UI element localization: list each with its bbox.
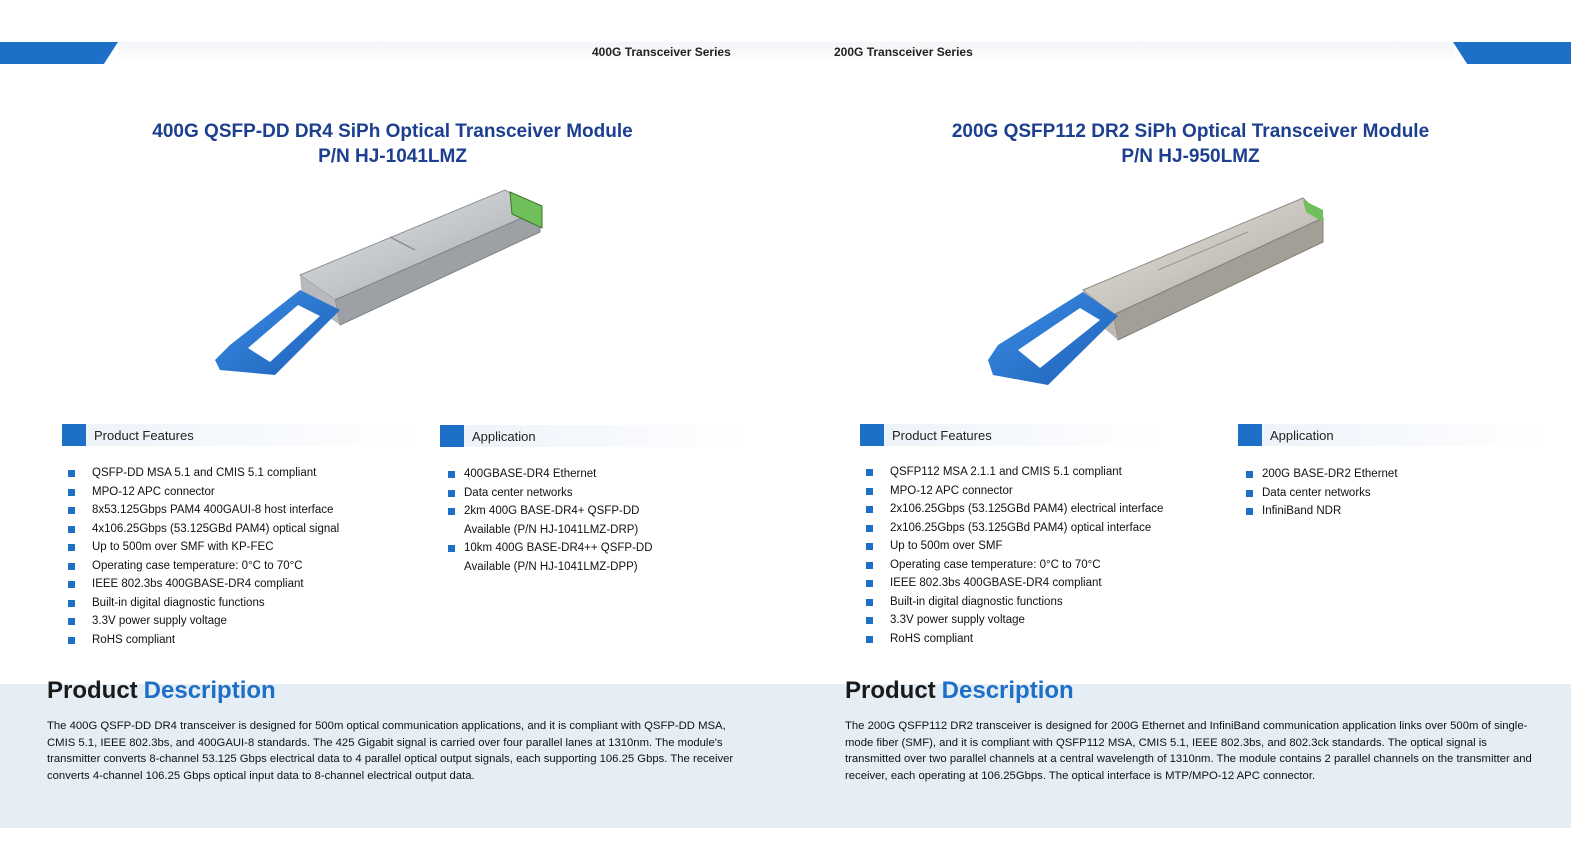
heading-marker [860, 424, 884, 446]
list-item: QSFP-DD MSA 5.1 and CMIS 5.1 compliant [68, 464, 339, 483]
description-text: The 200G QSFP112 DR2 transceiver is designed for 200G Ethernet and InfiniBand communication application links over 500m of single-mode fiber (SMF), and it is compliant with QSFP112 MSA, CMIS 5.1, IEEE 802.3bs, and 802.3ck standards. The optical signal is transmitted over two parallel channels at a central wavelength of 1310nm. The module contains 2 parallel channels on the transmitter and receiver, each operating at 106.25Gbps. The optical interface is MTP/MPO-12 APC connector. [845, 720, 1532, 782]
description-text: The 400G QSFP-DD DR4 transceiver is designed for 500m optical communication applications, and it is compliant with QSFP-DD MSA, CMIS 5.1, IEEE 802.3bs, and 400GAUI-8 standards. The 425 Gigabit signal is carried over four parallel lanes at 1310nm. The module's transmitter converts 8-channel 53.125 Gbps electrical data to 4 parallel optical output signals, each supporting 106.25 Gbps. The receiver converts 4-channel 106.25 Gbps optical input data to 8-channel electrical output data. [47, 720, 734, 782]
qsfp112-module-image [988, 180, 1368, 400]
list-item: Up to 500m over SMF with KP-FEC [68, 538, 339, 557]
list-item: Data center networks [1246, 484, 1398, 503]
heading-marker [440, 425, 464, 447]
product-features-heading: Product Features [860, 424, 1164, 446]
list-item: Built-in digital diagnostic functions [866, 593, 1163, 612]
heading-marker [1238, 424, 1262, 446]
list-item: Up to 500m over SMF [866, 537, 1163, 556]
list-item: IEEE 802.3bs 400GBASE-DR4 compliant [866, 574, 1163, 593]
list-item: RoHS compliant [68, 631, 339, 650]
heading-marker [62, 424, 86, 446]
features-list [866, 463, 1163, 648]
list-item: InfiniBand NDR [1246, 502, 1398, 521]
list-item: 200G BASE-DR2 Ethernet [1246, 465, 1398, 484]
list-item: IEEE 802.3bs 400GBASE-DR4 compliant [68, 575, 339, 594]
list-item: QSFP112 MSA 2.1.1 and CMIS 5.1 compliant [866, 463, 1163, 482]
list-item: Operating case temperature: 0°C to 70°C [68, 557, 339, 576]
list-item: 3.3V power supply voltage [68, 612, 339, 631]
part-number: P/N HJ-1041LMZ [318, 146, 467, 167]
list-item: MPO-12 APC connector [68, 483, 339, 502]
list-item: Operating case temperature: 0°C to 70°C [866, 556, 1163, 575]
list-item: 2km 400G BASE-DR4+ QSFP-DD [448, 502, 653, 521]
list-item: 400GBASE-DR4 Ethernet [448, 465, 653, 484]
right-series-label: 200G Transceiver Series [834, 45, 973, 59]
application-heading: Application [1238, 424, 1548, 446]
description-heading: Product Description [47, 677, 276, 704]
description-heading: Product Description [845, 677, 1074, 704]
product-title: 400G QSFP-DD DR4 SiPh Optical Transceiver Module [152, 121, 633, 142]
list-item: 8x53.125Gbps PAM4 400GAUI-8 host interface [68, 501, 339, 520]
left-series-label: 400G Transceiver Series [592, 45, 731, 59]
product-title: 200G QSFP112 DR2 SiPh Optical Transceiver Module [951, 121, 1430, 142]
list-item: 10km 400G BASE-DR4++ QSFP-DD [448, 539, 653, 558]
list-item: Available (P/N HJ-1041LMZ-DRP) [464, 523, 639, 536]
qsfp-dd-module-image [190, 180, 570, 400]
list-item: 3.3V power supply voltage [866, 611, 1163, 630]
part-number: P/N HJ-950LMZ [1121, 146, 1260, 167]
application-heading: Application [440, 425, 750, 447]
right-page [798, 0, 1571, 864]
list-item: 2x106.25Gbps (53.125GBd PAM4) electrical interface [866, 500, 1163, 519]
features-list [68, 464, 339, 649]
list-item: MPO-12 APC connector [866, 482, 1163, 501]
list-item: RoHS compliant [866, 630, 1163, 649]
application-list [1246, 465, 1398, 521]
list-item: Built-in digital diagnostic functions [68, 594, 339, 613]
list-item: Data center networks [448, 484, 653, 503]
list-item: Available (P/N HJ-1041LMZ-DPP) [464, 560, 638, 573]
application-list [448, 465, 653, 576]
list-item: 4x106.25Gbps (53.125GBd PAM4) optical signal [68, 520, 339, 539]
product-features-heading: Product Features [62, 424, 422, 446]
list-item: 2x106.25Gbps (53.125GBd PAM4) optical interface [866, 519, 1163, 538]
left-page [0, 0, 785, 864]
